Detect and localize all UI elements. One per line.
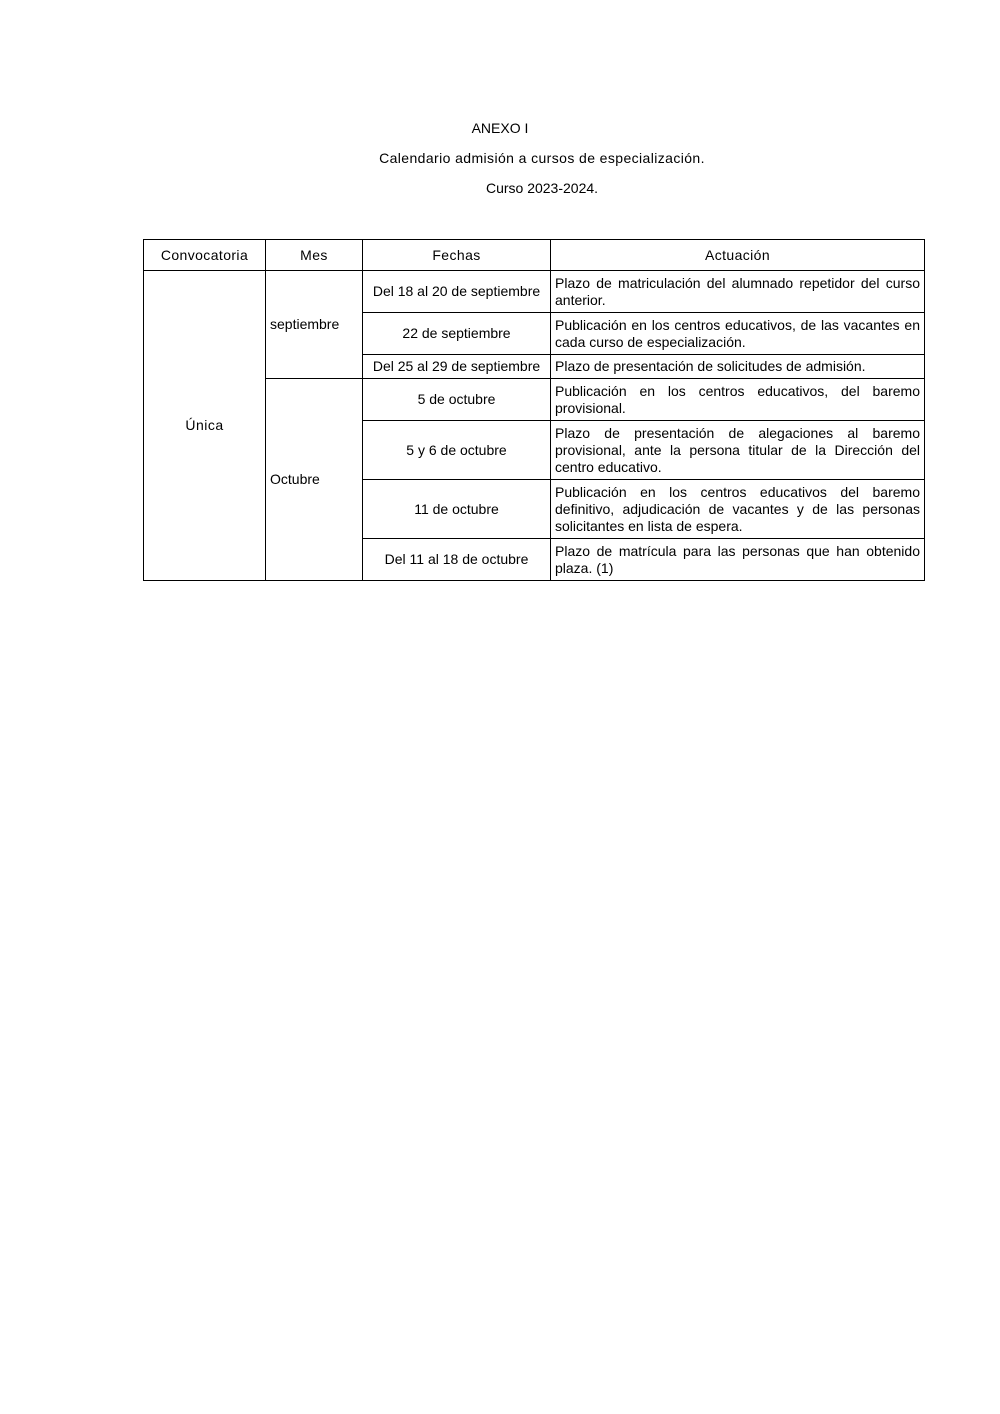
admission-calendar-table [143, 239, 925, 581]
date-cell: Del 18 al 20 de septiembre [363, 271, 551, 313]
action-cell: Publicación en los centros educativos, de las vacantes en cada curso de especialización. [551, 313, 925, 355]
date-cell: 5 de octubre [363, 379, 551, 421]
column-header-actuacion: Actuación [551, 240, 925, 271]
date-cell: 11 de octubre [363, 480, 551, 539]
column-header-mes: Mes [266, 240, 363, 271]
action-cell: Plazo de presentación de alegaciones al baremo provisional, ante la persona titular de la Dirección del centro educativo. [551, 421, 925, 480]
date-cell: Del 25 al 29 de septiembre [363, 355, 551, 379]
table-header-row [144, 240, 925, 271]
table-row [144, 271, 925, 313]
date-cell: Del 11 al 18 de octubre [363, 539, 551, 581]
column-header-fechas: Fechas [363, 240, 551, 271]
course-year: Curso 2023-2024. [485, 180, 599, 196]
date-cell: 22 de septiembre [363, 313, 551, 355]
document-title: Calendario admisión a cursos de especialización. [379, 150, 705, 166]
convocatoria-cell: Única [144, 271, 266, 581]
annex-label: ANEXO I [471, 120, 529, 136]
action-cell: Publicación en los centros educativos, del baremo provisional. [551, 379, 925, 421]
action-cell: Plazo de presentación de solicitudes de admisión. [551, 355, 925, 379]
action-cell: Plazo de matrícula para las personas que han obtenido plaza. (1) [551, 539, 925, 581]
month-cell-septiembre: septiembre [266, 271, 363, 379]
column-header-convocatoria: Convocatoria [144, 240, 266, 271]
action-cell: Plazo de matriculación del alumnado repetidor del curso anterior. [551, 271, 925, 313]
month-cell-octubre: Octubre [266, 379, 363, 581]
action-cell: Publicación en los centros educativos del baremo definitivo, adjudicación de vacantes y de las personas solicitantes en lista de espera. [551, 480, 925, 539]
date-cell: 5 y 6 de octubre [363, 421, 551, 480]
